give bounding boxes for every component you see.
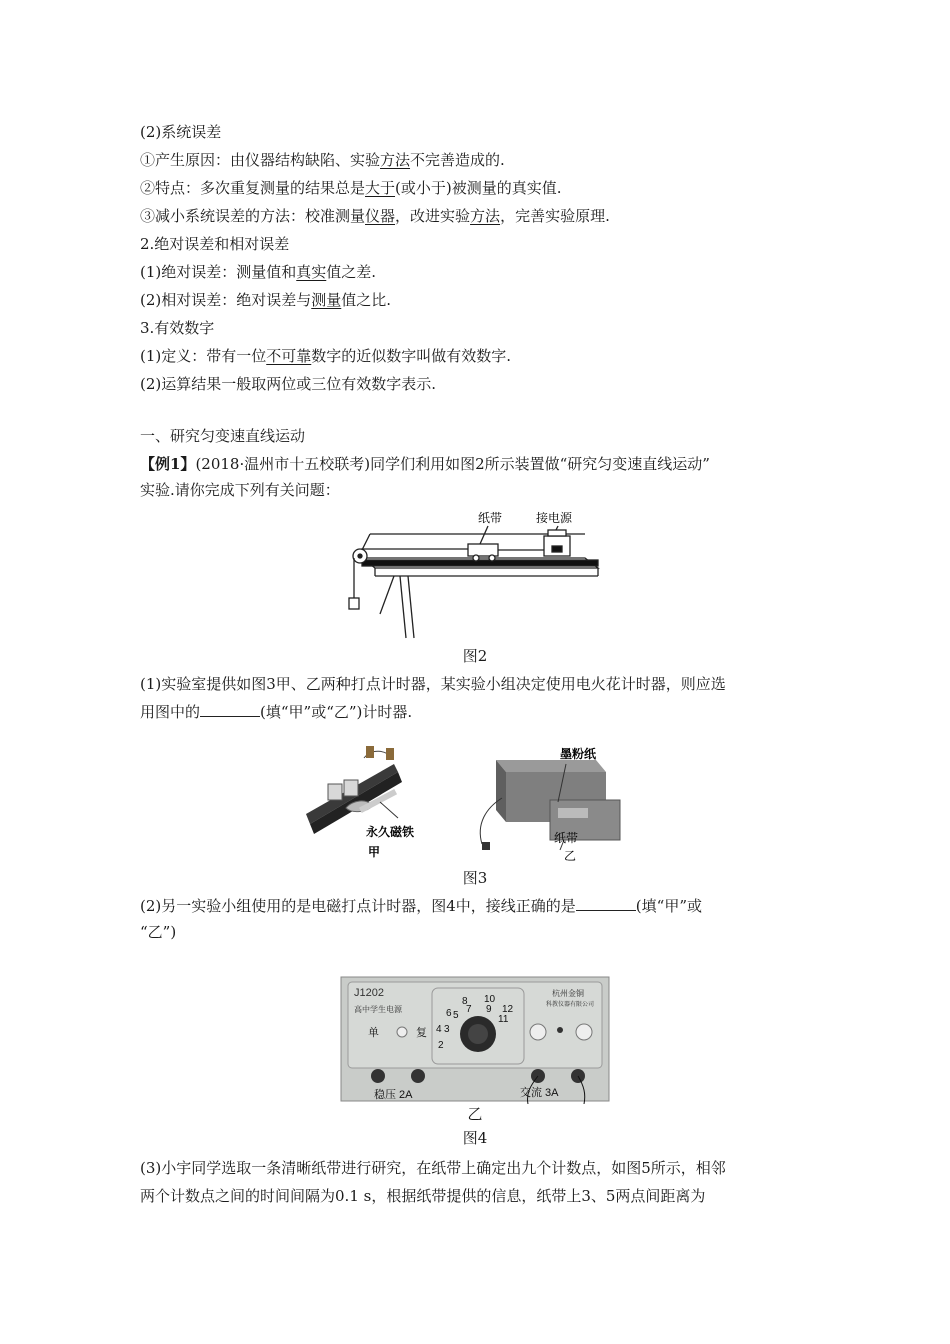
figure-3-caption: 图3: [462, 869, 488, 887]
fig2-tape-label: 纸带: [478, 511, 503, 525]
fig4-dc-label: 稳压 2A: [374, 1089, 413, 1101]
fig4-dial-2: 2: [438, 1040, 444, 1051]
fig4-dial-4: 4: [436, 1024, 442, 1035]
fig4-dial-5: 5: [453, 1010, 459, 1021]
fig4-dial-6: 6: [446, 1008, 452, 1019]
sig-definition: (1)定义：带有一位不可靠数字的近似数字叫做有效数字.: [140, 347, 512, 365]
figure-4-caption: 图4: [462, 1129, 488, 1147]
figure-4-power-supply: [340, 976, 610, 1104]
fig4-dial-3: 3: [444, 1024, 450, 1035]
fig3-sub-a: 甲: [368, 845, 381, 859]
sys-error-feature: ②特点：多次重复测量的结果总是大于(或小于)被测量的真实值.: [140, 179, 562, 197]
fig4-dial-12: 12: [502, 1004, 514, 1015]
fig4-company: 杭州金铜: [552, 989, 584, 998]
fig3-magnet-label: 永久磁铁: [366, 825, 415, 839]
question-2-line-1: (2)另一实验小组使用的是电磁打点计时器，图4中，接线正确的是 (填“甲”或: [140, 897, 702, 915]
fig3-ink-label: 墨粉纸: [560, 747, 597, 761]
fig3-sub-b: 乙: [564, 849, 577, 863]
question-3-line-1: (3)小宇同学选取一条清晰纸带进行研究，在纸带上确定出九个计数点，如图5所示，相邻: [140, 1159, 726, 1177]
fig4-single: 单: [368, 1027, 379, 1039]
sig-heading: 3.有效数字: [140, 319, 215, 337]
fig2-power-label: 接电源: [536, 511, 573, 525]
fig4-ac-label: 交流 3A: [520, 1087, 559, 1099]
abs-error-line: (1)绝对误差：测量值和真实值之差.: [140, 263, 377, 281]
figure-3-timers: [306, 728, 656, 868]
fig4-company2: 科教仪器有限公司: [546, 1002, 595, 1008]
example-line-1: 【例1】(2018·温州市十五校联考)同学们利用如图2所示装置做“研究匀变速直线运动”: [140, 455, 710, 473]
fig4-double: 复: [416, 1027, 427, 1039]
fig4-dial-9: 9: [486, 1004, 492, 1015]
sig-rule: (2)运算结果一般取两位或三位有效数字表示.: [140, 375, 437, 393]
figure-2-caption: 图2: [462, 647, 488, 665]
fig4-dial-8: 8: [462, 996, 468, 1007]
question-2-line-2: “乙”): [140, 923, 177, 941]
fig4-dial-10: 10: [484, 994, 496, 1005]
answer-blank-2[interactable]: [576, 896, 636, 911]
answer-blank-1[interactable]: [200, 702, 260, 717]
fig4-name: 高中学生电源: [354, 1005, 402, 1014]
question-1-line-2: 用图中的 (填“甲”或“乙”)计时器.: [140, 703, 413, 721]
example-tag: 【例1】: [140, 455, 196, 473]
fig4-model: J1202: [354, 987, 384, 999]
question-1-line-1: (1)实验室提供如图3甲、乙两种打点计时器，某实验小组决定使用电火花计时器，则应选: [140, 675, 726, 693]
abs-rel-heading: 2.绝对误差和相对误差: [140, 235, 290, 253]
example-line-2: 实验.请你完成下列有关问题：: [140, 481, 340, 499]
sys-error-reduce: ③减小系统误差的方法：校准测量仪器，改进实验方法，完善实验原理.: [140, 207, 610, 225]
fig3-tape-label: 纸带: [554, 831, 579, 845]
sys-error-heading: (2)系统误差: [140, 123, 222, 141]
figure-2-apparatus: [340, 506, 610, 646]
fig4-dial-7: 7: [466, 1004, 472, 1015]
section-title: 一、研究匀变速直线运动: [140, 427, 306, 445]
fig4-dial-11: 11: [498, 1014, 509, 1025]
figure-4-sub: 乙: [467, 1105, 483, 1123]
rel-error-line: (2)相对误差：绝对误差与测量值之比.: [140, 291, 392, 309]
sys-error-cause: ①产生原因：由仪器结构缺陷、实验方法不完善造成的.: [140, 151, 505, 169]
question-3-line-2: 两个计数点之间的时间间隔为0.1 s，根据纸带提供的信息，纸带上3、5两点间距离为: [140, 1187, 706, 1205]
